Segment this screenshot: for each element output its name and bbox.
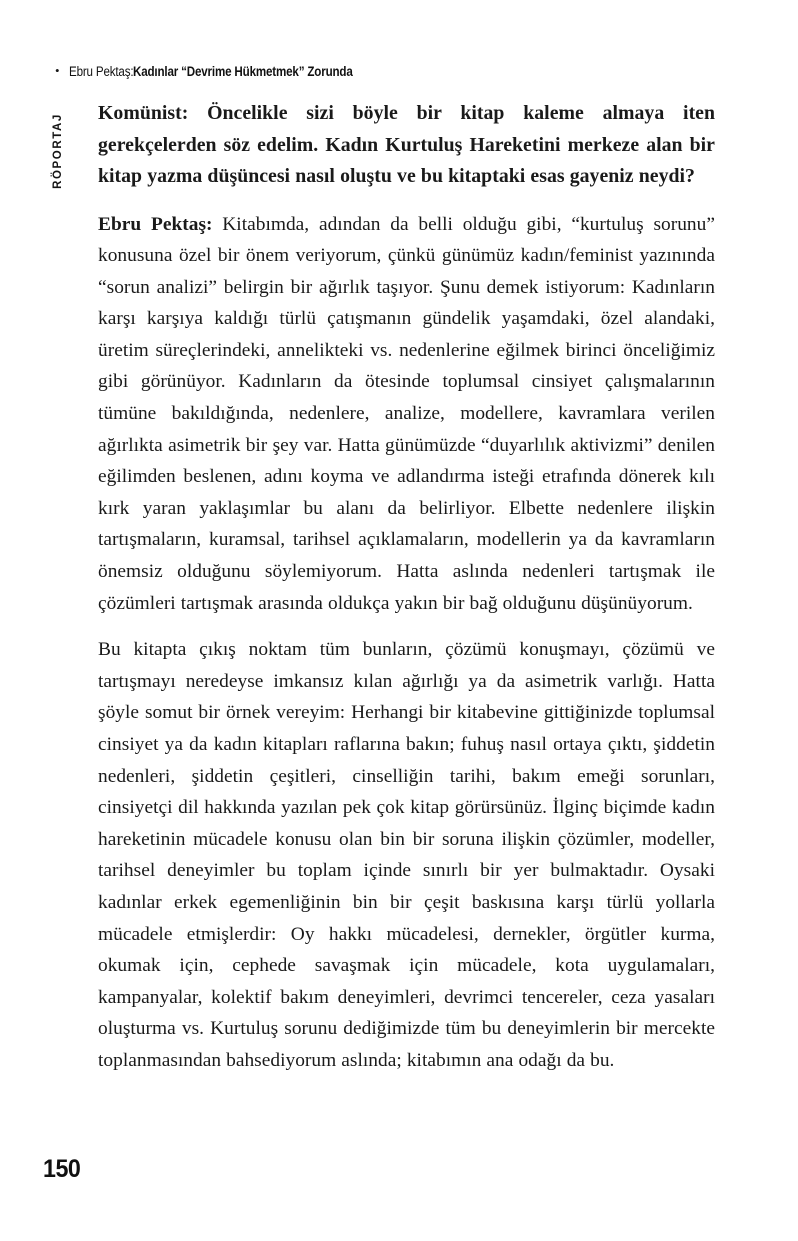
- header-title: Kadınlar “Devrime Hükmetmek” Zorunda: [133, 63, 354, 79]
- interview-answer-paragraph-2: Bu kitapta çıkış noktam tüm bunların, çözümü konuşmayı, çözümü ve tartışmayı neredeyse imkansız kılan ağırlığı ya da asimetrik varlığı. Hatta şöyle somut bir örnek vereyim: Herhangi bir kitabevine gittiğinizde toplumsal cinsiyet ya da kadın kitapları raflarına bakın; fuhuş nasıl ortaya çıktı, şiddetin nedenleri, şiddetin çeşitleri, cinselliğin tarihi, bakım emeği sorunları, cinsiyetçi dil hakkında yazılan pek çok kitap görürsünüz. İlginç biçimde kadın hareketinin mücadele konusu olan bin bir soruna ilişkin çözümler, modeller, tarihsel deneyimler bu toplam içinde sınırlı bir yer bulmaktadır. Oysaki kadınlar erkek egemenliğinin bin bir çeşit baskısına karşı türlü yollarla mücadele etmişlerdir: Oy hakkı mücadelesi, dernekler, örgütler kurma, okumak için, cephede savaşmak için mücadele, kota uygulamaları, kampanyalar, kolektif bakım deneyimleri, devrimci tencereler, ceza yasaları oluşturma vs. Kurtuluş sorunu dediğimizde tüm bu deneyimlerin bir mercekte toplanmasından bahsediyorum aslında; kitabımın ana odağı da bu.: [98, 639, 715, 1071]
- body-text-column: [98, 98, 715, 1077]
- interview-answer-paragraph-1: [98, 209, 715, 620]
- interview-question: Komünist: Öncelikle sizi böyle bir kitap kaleme almaya iten gerekçelerden söz edelim. Kadın Kurtuluş Hareketini merkeze alan bir kitap yazma düşüncesi nasıl oluştu ve bu kitaptaki esas gayeniz neydi?: [98, 102, 715, 187]
- page-number: 150: [43, 1155, 81, 1183]
- header-author: Ebru Pektaş:: [68, 63, 133, 79]
- answer-speaker-name: Ebru Pektaş:: [98, 213, 213, 235]
- section-tab: [44, 96, 72, 206]
- section-tab-label: RÖPORTAJ: [52, 113, 64, 189]
- bullet-icon: •: [55, 62, 60, 78]
- running-header: [55, 60, 745, 82]
- answer-paragraph-1-text: Kitabımda, adından da belli olduğu gibi, “kurtuluş sorunu” konusuna özel bir önem veriyorum, çünkü günümüz kadın/feminist yazınında “sorun analizi” belirgin bir ağırlık taşıyor. Şunu demek istiyorum: Kadınların karşı karşıya kaldığı türlü çatışmanın gündelik yaşamdaki, özel alandaki, üretim süreçlerindeki, annelikteki vs. nedenlerine eğilmek birinci önceliğimiz gibi görünüyor. Kadınların da ötesinde toplumsal cinsiyet çalışmalarının tümüne bakıldığında, nedenlere, analize, modellere, kavramlara verilen ağırlıkta asimetrik bir şey var. Hatta günümüzde “duyarlılık aktivizmi” denilen eğilimden beslenen, adını koyma ve adlandırma isteği etrafında dönerek kılı kırk yaran yaklaşımlar bu alanı da belirliyor. Elbette nedenlere ilişkin tartışmaların, kuramsal, tarihsel açıklamaların, modellerin ya da kavramların önemsiz olduğunu söylemiyorum. Hatta aslında nedenleri tartışmak ile çözümleri tartışmak arasında oldukça yakın bir bağ olduğunu düşünüyorum.: [98, 213, 715, 614]
